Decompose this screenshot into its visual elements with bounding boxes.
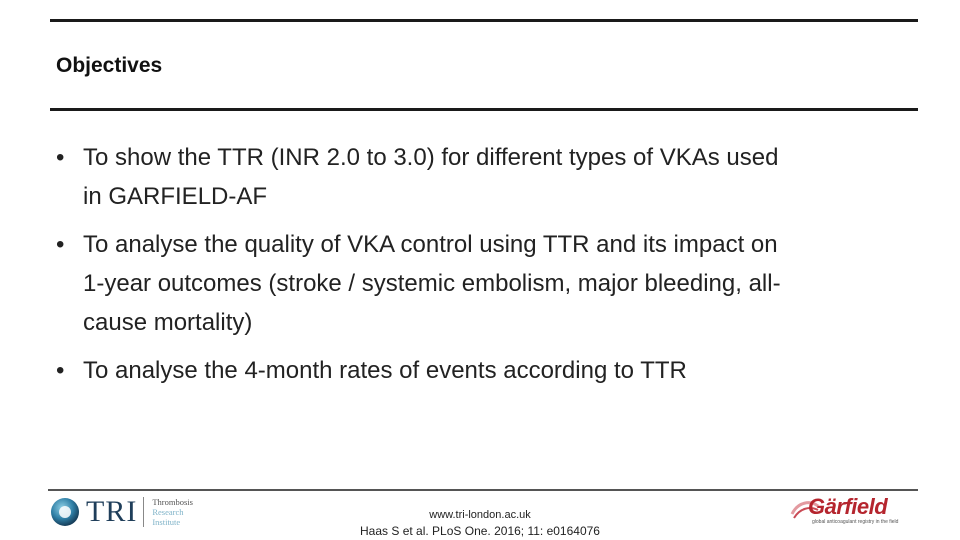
tri-wordmark: TRI [86,495,138,528]
tri-globe-icon [50,497,80,527]
bullet-item [56,138,916,216]
garfield-logo [790,494,915,530]
bullet-item [56,351,916,390]
garfield-wordmark: Gärfield [808,494,888,519]
top-rule [50,19,918,22]
footer-citation: Haas S et al. PLoS One. 2016; 11: e0164076 [360,524,600,538]
footer-center [310,507,650,539]
bullet-dot: • [56,231,65,258]
bullet-line: 1-year outcomes (stroke / systemic embolism, major bleeding, all- [83,270,781,297]
bullet-line: cause mortality) [83,309,253,336]
tri-sub-line: Thrombosis [152,497,193,507]
tri-separator [143,497,144,527]
garfield-tagline: global anticoagulant registry in the field [812,519,899,525]
bullet-line: in GARFIELD-AF [83,183,268,210]
bullet-line: To show the TTR (INR 2.0 to 3.0) for different types of VKAs used [83,144,779,171]
bullet-line: To analyse the 4-month rates of events according to TTR [83,357,687,384]
tri-logo [50,494,193,530]
tri-sub-line: Research [152,507,184,517]
footer-url[interactable]: www.tri-london.ac.uk [429,509,531,521]
title-divider [50,108,918,111]
tri-sub-line: Institute [152,517,181,527]
bullet-list [56,138,916,399]
tri-subtitle [152,497,193,527]
bullet-item [56,225,916,342]
bullet-line: To analyse the quality of VKA control using TTR and its impact on [83,231,778,258]
footer-rule [48,489,918,491]
bullet-dot: • [56,357,65,384]
slide-title: Objectives [56,54,163,77]
bullet-dot: • [56,144,65,171]
